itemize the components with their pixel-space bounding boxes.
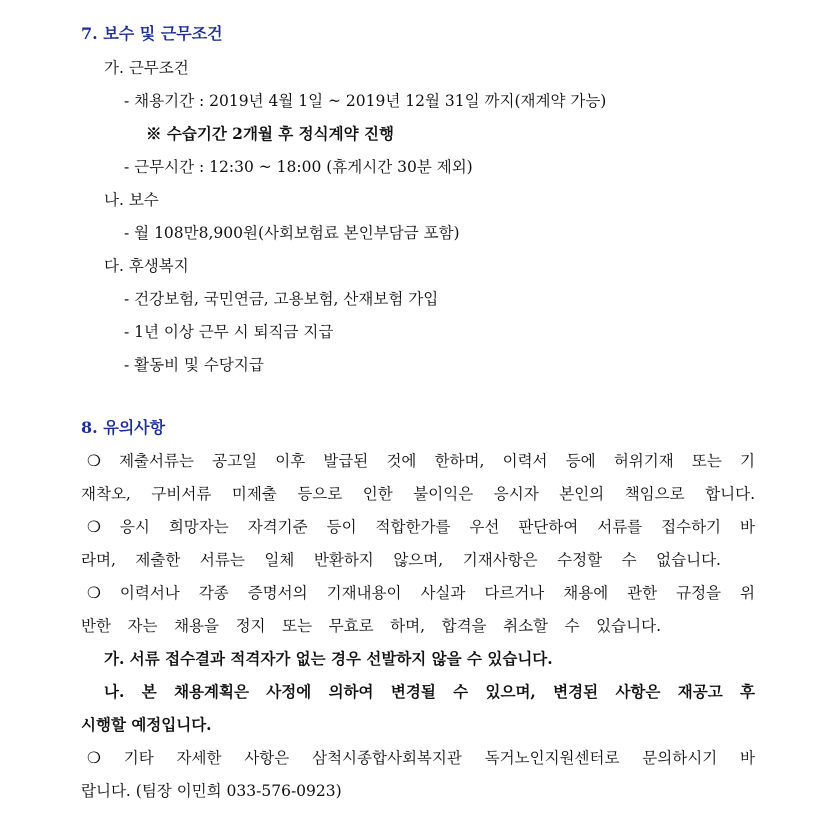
notice-bold-a: 가. 서류 접수결과 적격자가 없는 경우 선발하지 않을 수 있습니다.: [104, 649, 553, 668]
welfare-title: 다. 후생복지: [104, 257, 189, 275]
probation-note: ※ 수습기간 2개월 후 정식계약 진행: [146, 124, 394, 143]
work-conditions-title: 가. 근무조건: [104, 59, 189, 77]
salary-amount: - 월 108만8,900원(사회보험료 본인부담금 포함): [124, 224, 460, 242]
section-8-heading: 8. 유의사항: [81, 418, 166, 437]
welfare-item: - 1년 이상 근무 시 퇴직금 지급: [124, 323, 334, 341]
notice-paragraph-2-line-2: 라며, 제출한 서류는 일체 반환하지 않으며, 기재사항은 수정할 수 없습니다.: [81, 551, 721, 569]
section-7-heading: 7. 보수 및 근무조건: [81, 24, 223, 43]
welfare-item: - 활동비 및 수당지급: [124, 356, 264, 374]
notice-paragraph-1-line-2: 재착오, 구비서류 미제출 등으로 인한 불이익은 응시자 본인의 책임으로 합니다.: [81, 485, 755, 503]
welfare-item: - 건강보험, 국민연금, 고용보험, 산재보험 가입: [124, 290, 439, 308]
notice-bold-b-line-2: 시행할 예정입니다.: [81, 715, 212, 734]
notice-paragraph-3-line-1: ❍ 이력서나 각종 증명서의 기재내용이 사실과 다르거나 채용에 관한 규정을 위: [87, 584, 755, 602]
notice-paragraph-1-line-1: ❍ 제출서류는 공고일 이후 발급된 것에 한하며, 이력서 등에 허위기재 또는 기: [87, 452, 755, 470]
salary-title: 나. 보수: [104, 191, 159, 209]
work-hours: - 근무시간 : 12:30 ~ 18:00 (휴게시간 30분 제외): [124, 158, 473, 176]
notice-paragraph-4-line-2: 랍니다. (팀장 이민희 033-576-0923): [81, 782, 342, 800]
notice-paragraph-3-line-2: 반한 자는 채용을 정지 또는 무효로 하며, 합격을 취소할 수 있습니다.: [81, 617, 661, 635]
notice-bold-b-line-1: 나. 본 채용계획은 사정에 의하여 변경될 수 있으며, 변경된 사항은 재공고 후: [104, 682, 755, 701]
employment-period: - 채용기간 : 2019년 4월 1일 ~ 2019년 12월 31일 까지(재계약 가능): [124, 92, 607, 110]
notice-paragraph-4-line-1: ❍ 기타 자세한 사항은 삼척시종합사회복지관 독거노인지원센터로 문의하시기 바: [87, 749, 755, 767]
notice-paragraph-2-line-1: ❍ 응시 희망자는 자격기준 등이 적합한가를 우선 판단하여 서류를 접수하기 바: [87, 518, 755, 536]
